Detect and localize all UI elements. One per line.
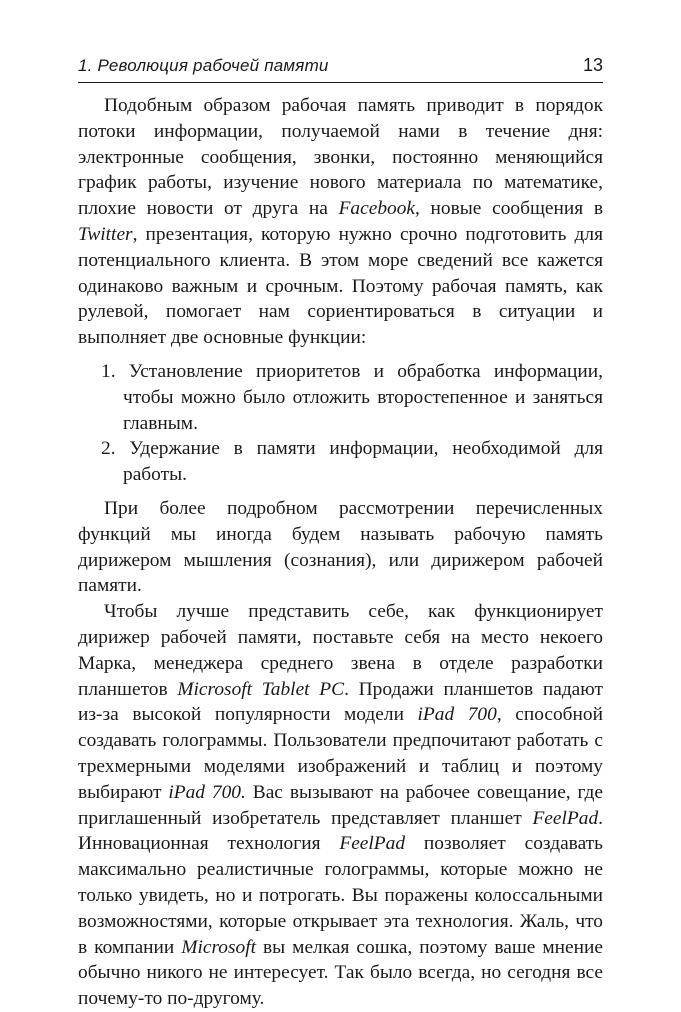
paragraph-2: При более подробном рассмотрении перечисленных функций мы иногда будем называть рабочую память дирижером мышления (сознания), или дирижером рабочей памяти. [78, 497, 603, 597]
text-run: Чтобы лучше представить себе, как функционирует дирижер рабочей памяти, поставьте себя на место некоего Марка, менеджера среднего звена в отделе разработки планшетов [78, 601, 603, 700]
chapter-title: 1. Революция рабочей памяти [78, 56, 329, 75]
list-text: Удержание в памяти информации, необходимой для работы. [123, 438, 603, 486]
italic-run: Facebook [338, 198, 416, 220]
italic-run: FeelPad [532, 807, 599, 829]
list-item [78, 436, 603, 488]
page-number: 13 [582, 55, 603, 75]
paragraph-3 [78, 599, 603, 1012]
text-run: . Инновационная технология [78, 807, 603, 855]
italic-run: Microsoft Tablet PC [177, 678, 345, 700]
list-number: 1. [101, 360, 116, 382]
list-item [78, 359, 603, 436]
numbered-list [78, 359, 603, 488]
text-run: , способной создавать голограммы. Пользователи предпочитают работать с трехмерными моделями изображений и таблиц и поэтому выбирают [78, 704, 603, 803]
text-run: позволяет создавать максимально реалистичные голограммы, которые можно не только увидеть, но и потрогать. Вы поражены колоссальными возможностями, которые открывает эта технология. Жаль, что в компании [78, 833, 603, 958]
italic-run: Twitter [78, 223, 133, 245]
body-text [78, 93, 603, 1012]
text-run: , презентация, которую нужно срочно подготовить для потенциального клиента. В этом море сведений все кажется одинаково важным и срочным. Поэтому рабочая память, как рулевой, помогает нам сориентироваться в ситуации и выполняет две основные функции: [78, 223, 603, 349]
italic-run: iPad 700 [417, 704, 497, 726]
italic-run: Microsoft [181, 936, 256, 958]
text-run: Вас вызывают на рабочее совещание, где приглашенный изобретатель представляет планшет [78, 781, 604, 829]
paragraph-1 [78, 93, 603, 351]
text-run: . Продажи планшетов падают из-за высокой популярности модели [78, 678, 603, 726]
list-number: 2. [101, 438, 116, 460]
italic-run: FeelPad [339, 833, 406, 855]
text-run: Подобным образом рабочая память приводит в порядок потоки информации, получаемой нами в течение дня: электронные сообщения, звонки, постоянно меняющийся график работы, изучение нового материала по математике, плохие новости от друга на [78, 95, 603, 220]
text-run: вы мелкая сошка, поэтому ваше мнение обычно никого не интересует. Так было всегда, но сегодня все почему-то по-другому. [78, 936, 604, 1010]
running-header [78, 54, 603, 78]
text-run: , новые сообщения в [415, 198, 604, 220]
list-text: Установление приоритетов и обработка информации, чтобы можно было отложить второстепенное и заняться главным. [123, 360, 603, 434]
header-rule [78, 82, 603, 83]
italic-run: iPad 700. [168, 781, 246, 803]
